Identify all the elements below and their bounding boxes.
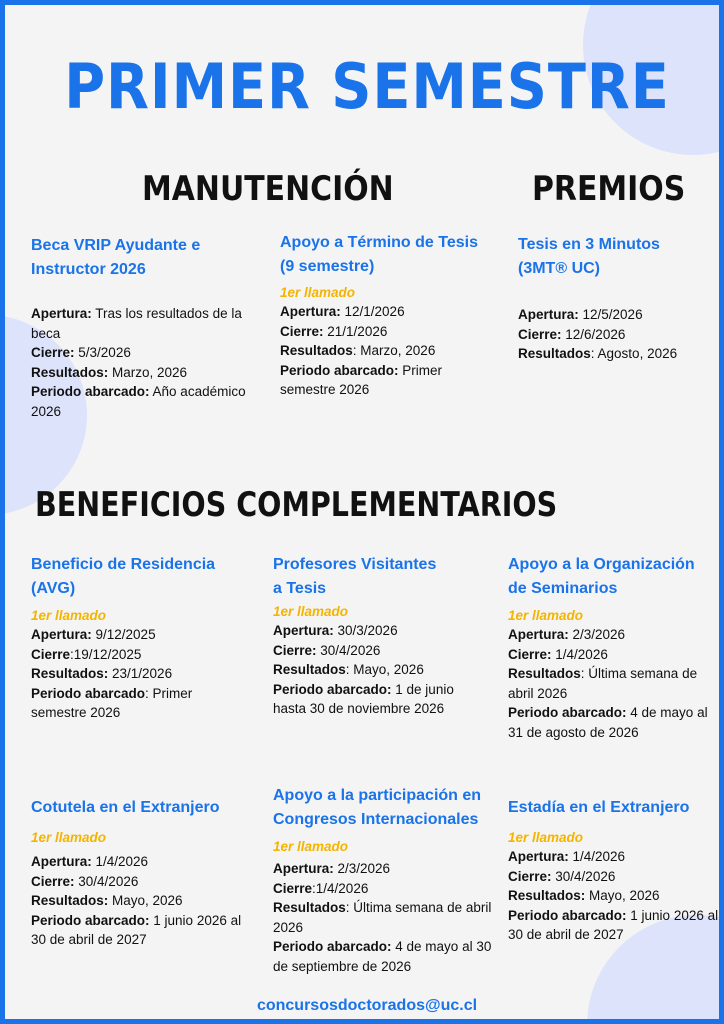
llamado-label: 1er llamado xyxy=(31,608,107,623)
card-title-line: Beca VRIP Ayudante e xyxy=(31,237,201,254)
field-periodo: Periodo abarcado: 1 de junio hasta 30 de noviembre 2026 xyxy=(273,681,454,716)
llamado-label: 1er llamado xyxy=(508,608,584,623)
card-title xyxy=(273,784,495,832)
card-residencia xyxy=(31,553,251,723)
card-congresos xyxy=(273,784,495,976)
field-apertura: Apertura: 30/3/2026 xyxy=(273,623,398,638)
field-resultados: Resultados: Última semana de abril 2026 xyxy=(508,666,698,701)
card-title xyxy=(273,553,483,601)
llamado-label: 1er llamado xyxy=(280,285,356,300)
field-apertura: Apertura: 2/3/2026 xyxy=(273,861,391,876)
card-title xyxy=(280,231,495,279)
field-periodo: Periodo abarcado: Año académico 2026 xyxy=(31,384,246,419)
card-title xyxy=(508,553,708,601)
field-resultados: Resultados: Mayo, 2026 xyxy=(508,888,660,903)
card-title-line: de Seminarios xyxy=(508,580,618,597)
field-periodo: Periodo abarcado: 1 junio 2026 al 30 de abril de 2027 xyxy=(508,907,719,942)
field-resultados: Resultados: Mayo, 2026 xyxy=(31,893,183,908)
field-periodo: Periodo abarcado: Primer semestre 2026 xyxy=(280,362,443,397)
field-resultados: Resultados: Última semana de abril 2026 xyxy=(273,900,492,935)
field-periodo: Periodo abarcado: 4 de mayo al 31 de agosto de 2026 xyxy=(508,705,708,740)
card-title-line: Cotutela en el Extranjero xyxy=(31,799,220,816)
field-resultados: Resultados: Marzo, 2026 xyxy=(280,343,436,358)
llamado-label: 1er llamado xyxy=(508,830,584,845)
card-title-line: Congresos Internacionales xyxy=(273,811,479,828)
contact-email-link[interactable]: concursosdoctorados@uc.cl xyxy=(256,997,478,1014)
card-title-line: Profesores Visitantes xyxy=(273,556,437,573)
field-periodo: Periodo abarcado: 1 junio 2026 al 30 de abril de 2027 xyxy=(31,912,242,947)
field-apertura: Apertura: Tras los resultados de la beca xyxy=(31,306,242,341)
page-title: PRIMER SEMESTRE xyxy=(64,50,670,123)
llamado-label: 1er llamado xyxy=(273,604,349,619)
field-periodo: Periodo abarcado: Primer semestre 2026 xyxy=(31,685,193,720)
field-periodo: Periodo abarcado: 4 de mayo al 30 de septiembre de 2026 xyxy=(273,939,492,974)
field-apertura: Apertura: 2/3/2026 xyxy=(508,627,626,642)
field-cierre: Cierre: 5/3/2026 xyxy=(31,345,131,360)
card-title-line: (AVG) xyxy=(31,580,76,597)
llamado-label: 1er llamado xyxy=(31,830,107,845)
field-resultados: Resultados: 23/1/2026 xyxy=(31,666,173,681)
card-seminarios xyxy=(508,553,708,742)
card-title xyxy=(31,553,251,601)
card-title xyxy=(31,796,251,820)
card-title xyxy=(31,234,256,282)
card-apoyo-termino xyxy=(280,231,495,400)
field-cierre: Cierre:19/12/2025 xyxy=(31,646,142,662)
card-title-line: Apoyo a Término de Tesis xyxy=(280,234,478,251)
field-apertura: Apertura: 1/4/2026 xyxy=(31,854,149,869)
field-resultados: Resultados: Agosto, 2026 xyxy=(518,346,678,361)
card-title-line: Estadía en el Extranjero xyxy=(508,799,690,816)
card-title-line: Tesis en 3 Minutos xyxy=(518,236,660,253)
field-apertura: Apertura: 12/1/2026 xyxy=(280,304,405,319)
field-cierre: Cierre: 21/1/2026 xyxy=(280,323,388,339)
card-title xyxy=(518,233,708,281)
field-resultados: Resultados: Marzo, 2026 xyxy=(31,364,188,380)
field-resultados: Resultados: Mayo, 2026 xyxy=(273,662,424,677)
card-title-line: (9 semestre) xyxy=(280,258,375,275)
card-title-line: Apoyo a la participación en xyxy=(273,787,482,804)
field-cierre: Cierre:1/4/2026 xyxy=(273,880,369,896)
field-cierre: Cierre: 12/6/2026 xyxy=(518,326,626,342)
card-cotutela xyxy=(31,796,251,950)
llamado-label: 1er llamado xyxy=(273,839,349,854)
field-cierre: Cierre: 30/4/2026 xyxy=(273,642,381,658)
field-apertura: Apertura: 1/4/2026 xyxy=(508,849,626,864)
card-title-line: Instructor 2026 xyxy=(31,261,146,278)
card-beca-vrip xyxy=(31,234,256,421)
field-cierre: Cierre: 1/4/2026 xyxy=(508,646,608,662)
card-title-line: (3MT® UC) xyxy=(518,260,600,277)
field-cierre: Cierre: 30/4/2026 xyxy=(31,873,139,889)
card-title-line: Beneficio de Residencia xyxy=(31,556,216,573)
field-cierre: Cierre: 30/4/2026 xyxy=(508,868,616,884)
card-title-line: Apoyo a la Organización xyxy=(508,556,695,573)
heading-beneficios: BENEFICIOS COMPLEMENTARIOS xyxy=(35,485,558,525)
card-title xyxy=(508,796,720,820)
heading-manutencion: MANUTENCIÓN xyxy=(142,169,394,209)
field-apertura: Apertura: 12/5/2026 xyxy=(518,307,643,322)
card-profesores-visitantes xyxy=(273,553,483,719)
card-tesis-3-minutos xyxy=(518,233,708,364)
field-apertura: Apertura: 9/12/2025 xyxy=(31,627,156,642)
card-estadia xyxy=(508,796,720,945)
card-title-line: a Tesis xyxy=(273,580,327,597)
heading-premios: PREMIOS xyxy=(532,169,686,209)
